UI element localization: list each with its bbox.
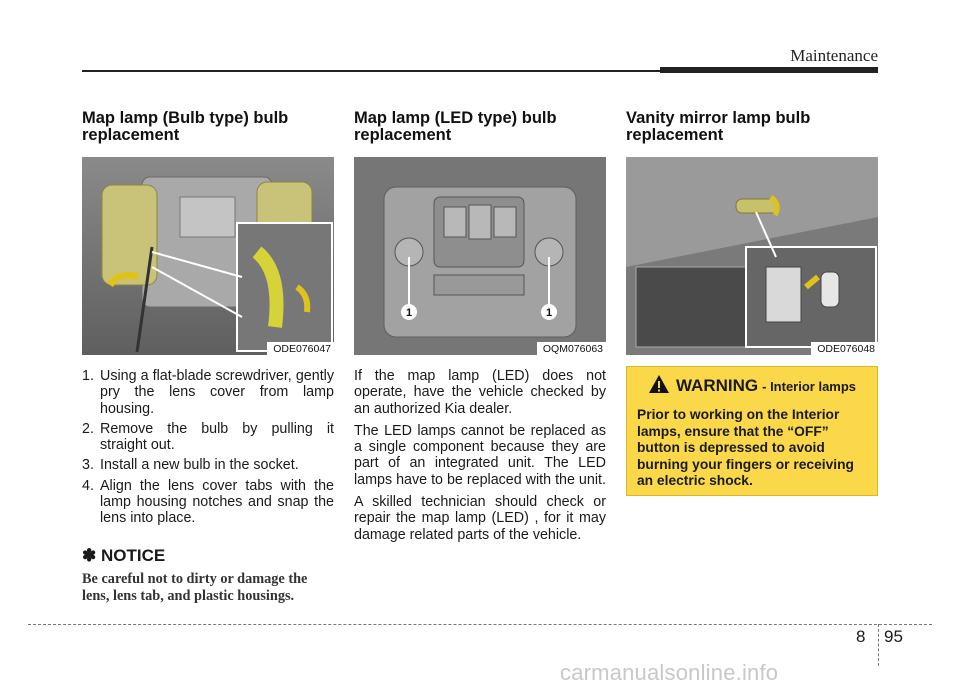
- column-led-map-lamp: [354, 110, 606, 150]
- column-vanity-mirror-lamp: [626, 110, 878, 150]
- paragraph: A skilled technician should check or repair the map lamp (LED) , for it may damage related parts of the vehicle.: [354, 494, 606, 543]
- list-item: [82, 457, 334, 473]
- figure-code: OQM076063: [537, 342, 606, 355]
- warning-triangle-icon: [648, 374, 670, 399]
- warning-label: WARNING: [675, 376, 759, 395]
- figure-illustration: [354, 157, 606, 355]
- header-rule: [82, 70, 660, 72]
- warning-header: [637, 373, 867, 399]
- column-bulb-map-lamp: [82, 110, 334, 150]
- list-item: [82, 478, 334, 527]
- warning-text: Prior to working on the Interior lamps, ensure that the “OFF” button is depressed to avoid burning your fingers or receiving an electric shock.: [637, 407, 854, 488]
- notice-text: Be careful not to dirty or damage the lens, lens tab, and plastic housings.: [82, 571, 308, 604]
- page-section-number: 8: [856, 627, 866, 646]
- step-number: 2.: [82, 420, 94, 437]
- step-number: 1.: [82, 368, 94, 384]
- notice-title: ✽ NOTICE: [82, 546, 166, 565]
- figure-code: ODE076048: [811, 342, 878, 355]
- step-number: 3.: [82, 457, 94, 474]
- section-title: Map lamp (Bulb type) bulb replacement: [82, 109, 289, 144]
- figure-vanity-mirror-lamp: [626, 157, 878, 355]
- paragraph: The LED lamps cannot be replaced as a single component because they are part of an integrated unit. The LED lamps have to be replaced with the unit.: [354, 422, 606, 488]
- watermark: carmanualsonline.info: [560, 660, 779, 685]
- step-text: Using a flat-blade screwdriver, gently pry the lens cover from lamp housing.: [100, 368, 334, 417]
- warning-subtitle: - Interior lamps: [762, 378, 857, 394]
- list-item: [82, 368, 334, 417]
- warning-box: [626, 366, 878, 496]
- figure-led-map-lamp: [354, 157, 606, 355]
- header-section-title: Maintenance: [790, 46, 878, 65]
- page-number: 95: [884, 627, 903, 646]
- callout-1-left: 1: [405, 307, 413, 319]
- section-title: Map lamp (LED type) bulb replacement: [354, 109, 557, 144]
- step-text: Remove the bulb by pulling it straight out.: [100, 420, 334, 454]
- step-text: Align the lens cover tabs with the lamp housing notches and snap the lens into place.: [100, 477, 334, 527]
- step-number: 4.: [82, 477, 94, 494]
- header-bar: [660, 67, 878, 73]
- figure-illustration: [82, 157, 334, 355]
- footer-divider: [878, 624, 879, 666]
- figure-illustration: [626, 157, 878, 355]
- list-item: [82, 421, 334, 454]
- steps-list: [82, 368, 334, 531]
- callout-1-right: 1: [545, 307, 553, 319]
- footer-rule: [28, 624, 932, 625]
- section-title: Vanity mirror lamp bulb replacement: [626, 109, 811, 144]
- step-text: Install a new bulb in the socket.: [100, 457, 299, 474]
- figure-code: ODE076047: [267, 342, 334, 355]
- paragraph: If the map lamp (LED) does not operate, have the vehicle checked by an authorized Kia dealer.: [354, 368, 606, 417]
- led-paragraphs: [354, 368, 606, 549]
- figure-bulb-map-lamp: [82, 157, 334, 355]
